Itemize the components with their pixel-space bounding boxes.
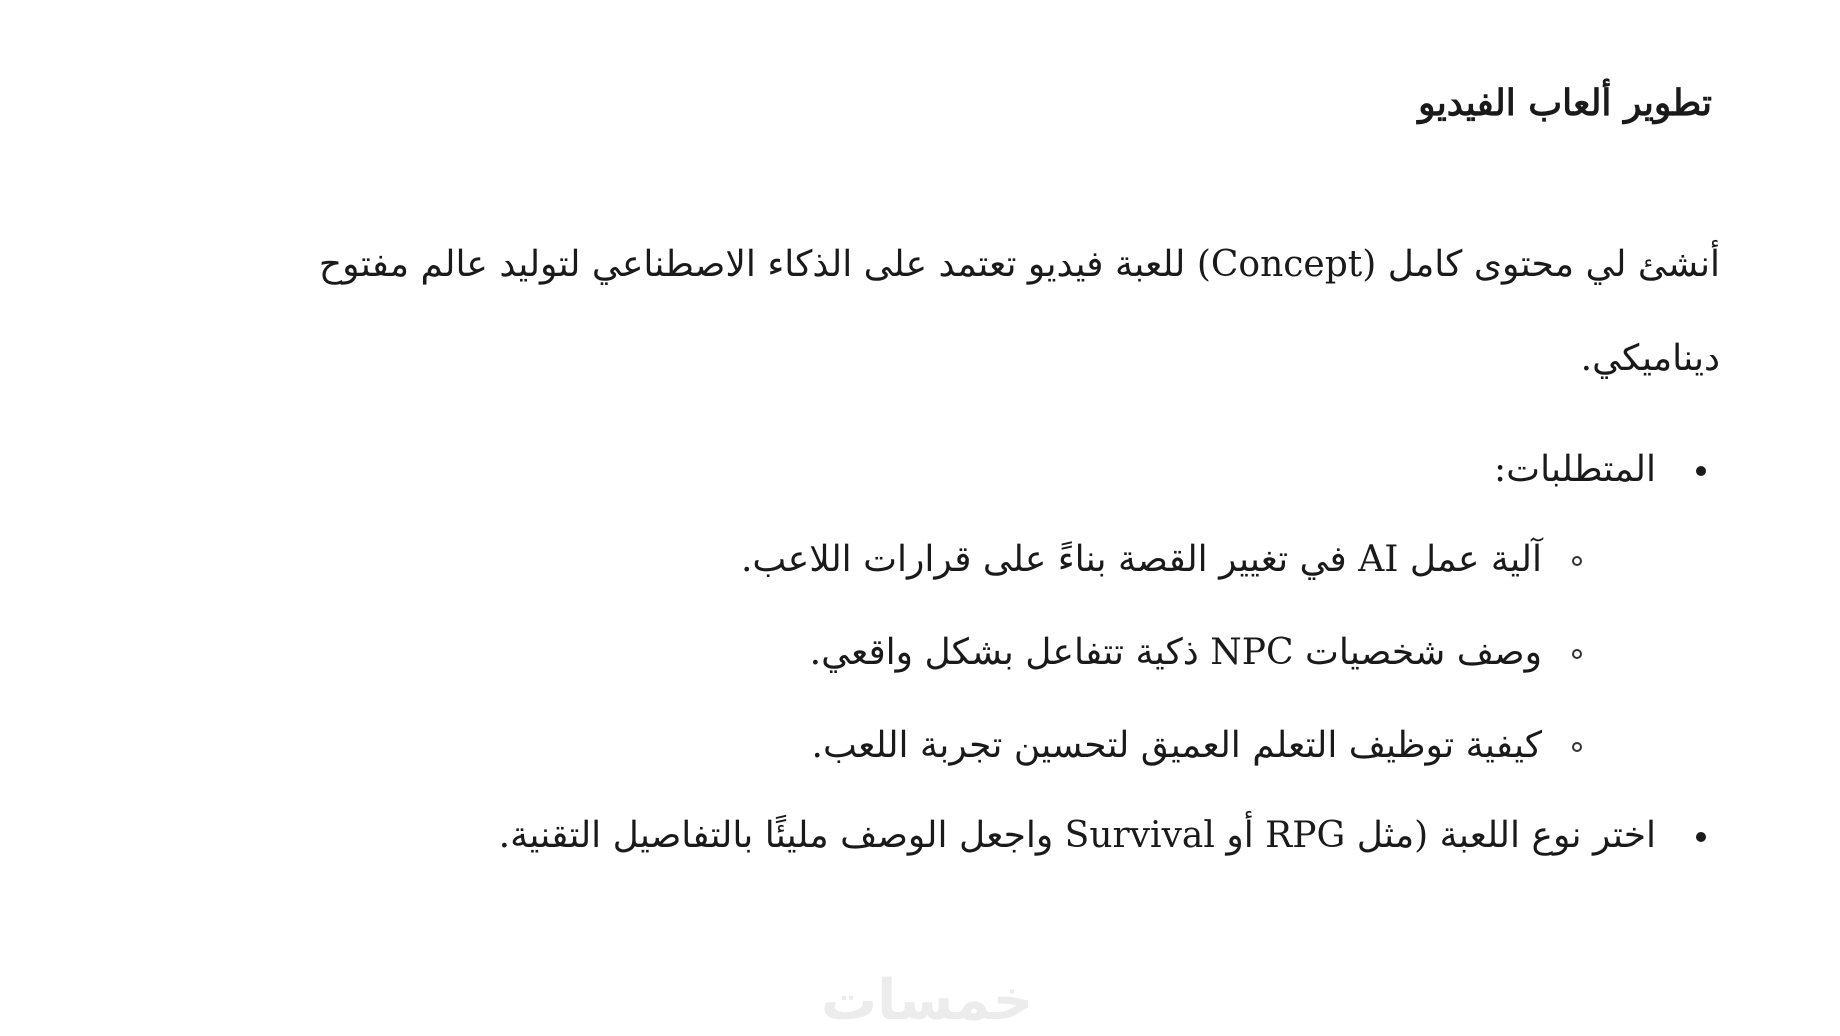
bullet-icon [1696,832,1706,842]
sub-list-item [220,716,1720,776]
document-title: تطوير ألعاب الفيديو [1418,82,1712,124]
list-item-game-type [220,806,1720,866]
hollow-bullet-icon [1572,649,1582,659]
sub-list-item-text: وصف شخصيات NPC ذكية تتفاعل بشكل واقعي. [809,632,1542,673]
game-type-text: اختر نوع اللعبة (مثل RPG أو Survival واجعل الوصف مليئًا بالتفاصيل التقنية. [498,815,1656,856]
hollow-bullet-icon [1572,742,1582,752]
hollow-bullet-icon [1572,556,1582,566]
sub-list [220,530,1720,776]
watermark-logo: خمسات [820,968,1034,1033]
sub-list-container [220,530,1720,776]
sub-list-item [220,530,1720,590]
bullet-icon [1696,466,1706,476]
bullet-list [220,440,1720,896]
requirements-heading: المتطلبات: [1494,449,1656,490]
sub-list-item-text: كيفية توظيف التعلم العميق لتحسين تجربة اللعب. [811,725,1542,766]
list-item-requirements [220,440,1720,500]
sub-list-item [220,623,1720,683]
intro-paragraph: أنشئ لي محتوى كامل (Concept) للعبة فيديو تعتمد على الذكاء الاصطناعي لتوليد عالم مفتوح ديناميكي. [318,244,1720,379]
sub-list-item-text: آلية عمل AI في تغيير القصة بناءً على قرارات اللاعب. [740,539,1542,580]
